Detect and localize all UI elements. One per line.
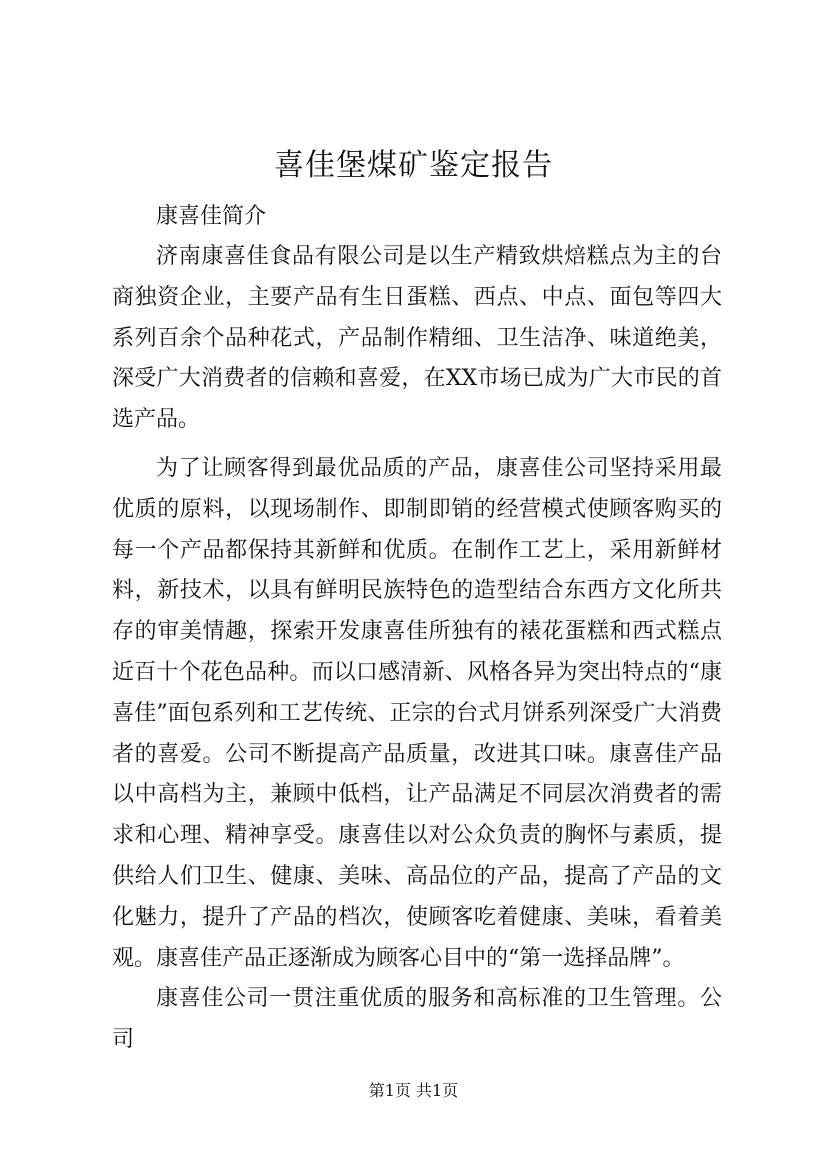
page-footer: 第1页 共1页 bbox=[368, 1081, 459, 1100]
document-body bbox=[112, 237, 722, 1061]
section-heading: 康喜佳简介 bbox=[156, 204, 267, 229]
paragraph-2: 为了让顾客得到最优品质的产品，康喜佳公司坚持采用最优质的原料，以现场制作、即制即销的经营模式使顾客购买的每一个产品都保持其新鲜和优质。在制作工艺上，采用新鲜材料，新技术，以具有鲜明民族特色的造型结合东西方文化所共存的审美情趣，探索开发康喜佳所独有的裱花蛋糕和西式糕点近百十个花色品种。而以口感清新、风格各异为突出特点的“康喜佳”面包系列和工艺传统、正宗的台式月饼系列深受广大消费者的喜爱。公司不断提高产品质量，改进其口味。康喜佳产品以中高档为主，兼顾中低档，让产品满足不同层次消费者的需求和心理、精神享受。康喜佳以对公众负责的胸怀与素质，提供给人们卫生、健康、美味、高品位的产品，提高了产品的文化魅力，提升了产品的档次，使顾客吃着健康、美味，看着美观。康喜佳产品正逐渐成为顾客心目中的“第一选择品牌”。 bbox=[112, 455, 722, 971]
document-title: 喜佳堡煤矿鉴定报告 bbox=[274, 148, 553, 183]
paragraph-1: 济南康喜佳食品有限公司是以生产精致烘焙糕点为主的台商独资企业，主要产品有生日蛋糕、西点、中点、面包等四大系列百余个品种花式，产品制作精细、卫生洁净、味道绝美，深受广大消费者的信赖和喜爱，在XX市场已成为广大市民的首选产品。 bbox=[112, 244, 722, 433]
paragraph-3: 康喜佳公司一贯注重优质的服务和高标准的卫生管理。公司 bbox=[112, 986, 722, 1053]
